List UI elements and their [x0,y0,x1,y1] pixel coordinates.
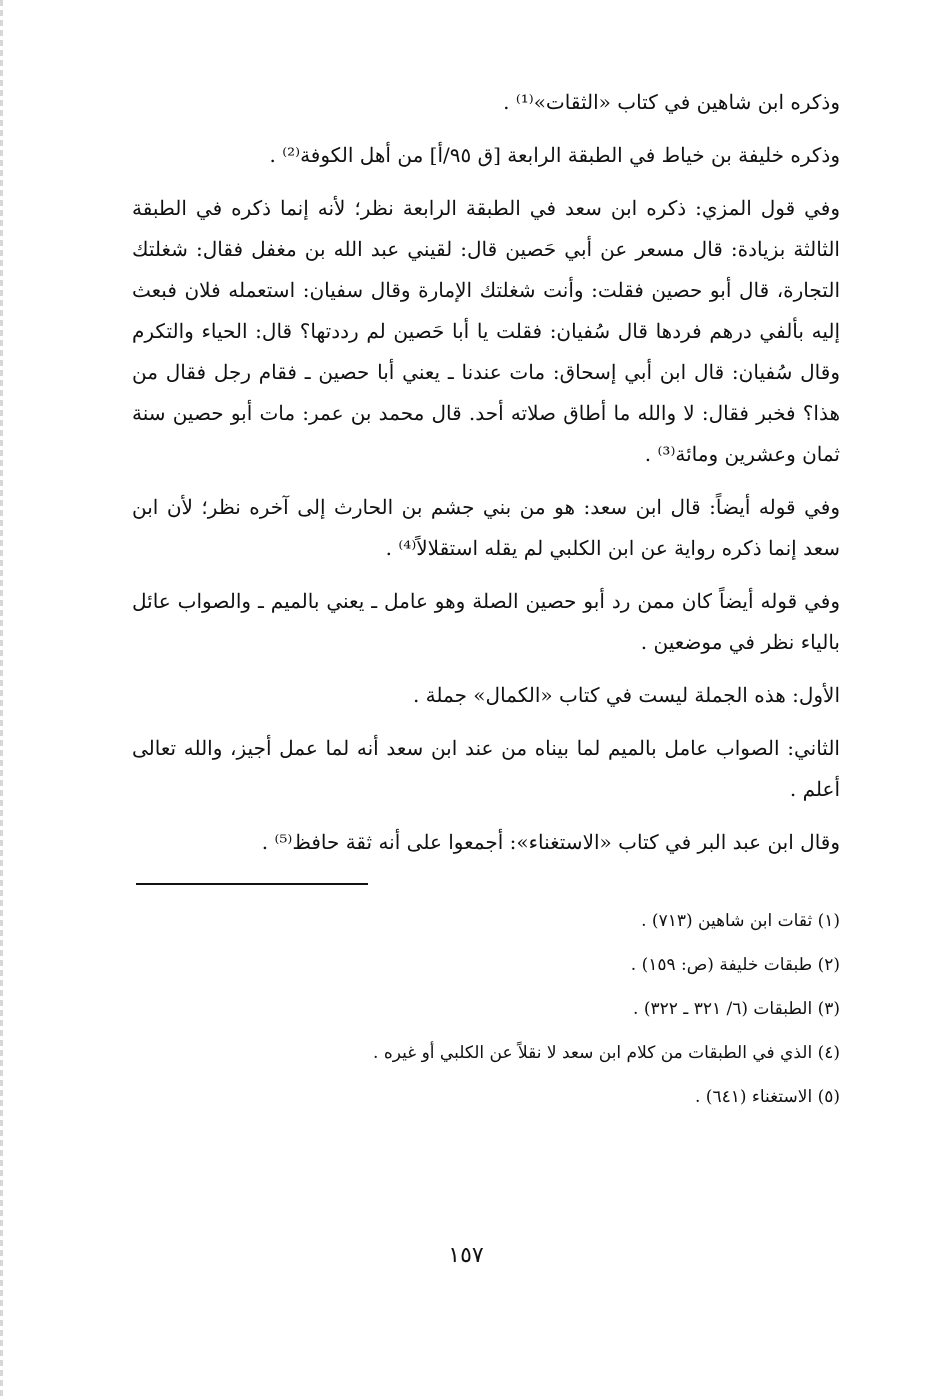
paragraph-text: وذكره خليفة بن خياط في الطبقة الرابعة [ق ٩٥/أ] من أهل الكوفة⁽²⁾ . [269,143,840,167]
paragraph-8 [132,822,840,863]
paragraph-text: وذكره ابن شاهين في كتاب «الثقات»⁽¹⁾ . [503,90,840,114]
footnotes [132,899,840,1119]
paragraph-text: وفي قول المزي: ذكره ابن سعد في الطبقة الرابعة نظر؛ لأنه إنما ذكره في الطبقة الثالثة بزيادة: قال مسعر عن أبي حَصين قال: لقيني عبد الله بن مغفل فقال: شغلتك التجارة، قال أبو حصين فقلت: وأنت شغلتك الإمارة وقال سفيان: استعمله فلان فبعث إليه بألفي درهم فردها قال سُفيان: فقلت يا أبا حَصين لم رددتها؟ قال: الحياء والتكرم وقال سُفيان: قال ابن أبي إسحاق: مات عندنا ـ يعني أبا حصين ـ فقام رجل فقال من هذا؟ فخبر فقال: لا والله ما أطاق صلاته أحد. قال محمد بن عمر: مات أبو حصين سنة ثمان وعشرين ومائة⁽³⁾ . [132,196,840,466]
paragraph-1 [132,82,840,123]
paragraph-5 [132,581,840,663]
footnote-divider [136,883,368,885]
paragraph-6 [132,675,840,716]
footnote-1: (١) ثقات ابن شاهين (٧١٣) . [641,911,840,931]
paragraph-4 [132,487,840,569]
paragraph-3 [132,188,840,475]
paragraph-7 [132,728,840,810]
scan-edge [0,0,3,1397]
paragraph-text: الثاني: الصواب عامل بالميم لما بيناه من عند ابن سعد أنه لما عمل أجيز، والله تعالى أعلم . [132,736,840,801]
paragraph-text: وفي قوله أيضاً كان ممن رد أبو حصين الصلة وهو عامل ـ يعني بالميم ـ والصواب عائل بالياء نظر في موضعين . [132,589,840,654]
footnote-3: (٣) الطبقات (٦/ ٣٢١ ـ ٣٢٢) . [633,999,840,1019]
paragraph-text: وفي قوله أيضاً: قال ابن سعد: هو من بني جشم بن الحارث إلى آخره نظر؛ لأن ابن سعد إنما ذكره رواية عن ابن الكلبي لم يقله استقلالاً⁽⁴⁾ . [132,495,840,560]
page-body [132,82,840,1119]
page-number: ١٥٧ [448,1243,484,1268]
footnote-5: (٥) الاستغناء (٦٤١) . [694,1087,840,1107]
footnote-4: (٤) الذي في الطبقات من كلام ابن سعد لا نقلاً عن الكلبي أو غيره . [373,1043,840,1063]
paragraph-text: وقال ابن عبد البر في كتاب «الاستغناء»: أجمعوا على أنه ثقة حافظ⁽⁵⁾ . [261,830,840,854]
footnote-2: (٢) طبقات خليفة (ص: ١٥٩) . [630,955,840,975]
paragraph-2 [132,135,840,176]
paragraph-text: الأول: هذه الجملة ليست في كتاب «الكمال» جملة . [412,683,840,707]
